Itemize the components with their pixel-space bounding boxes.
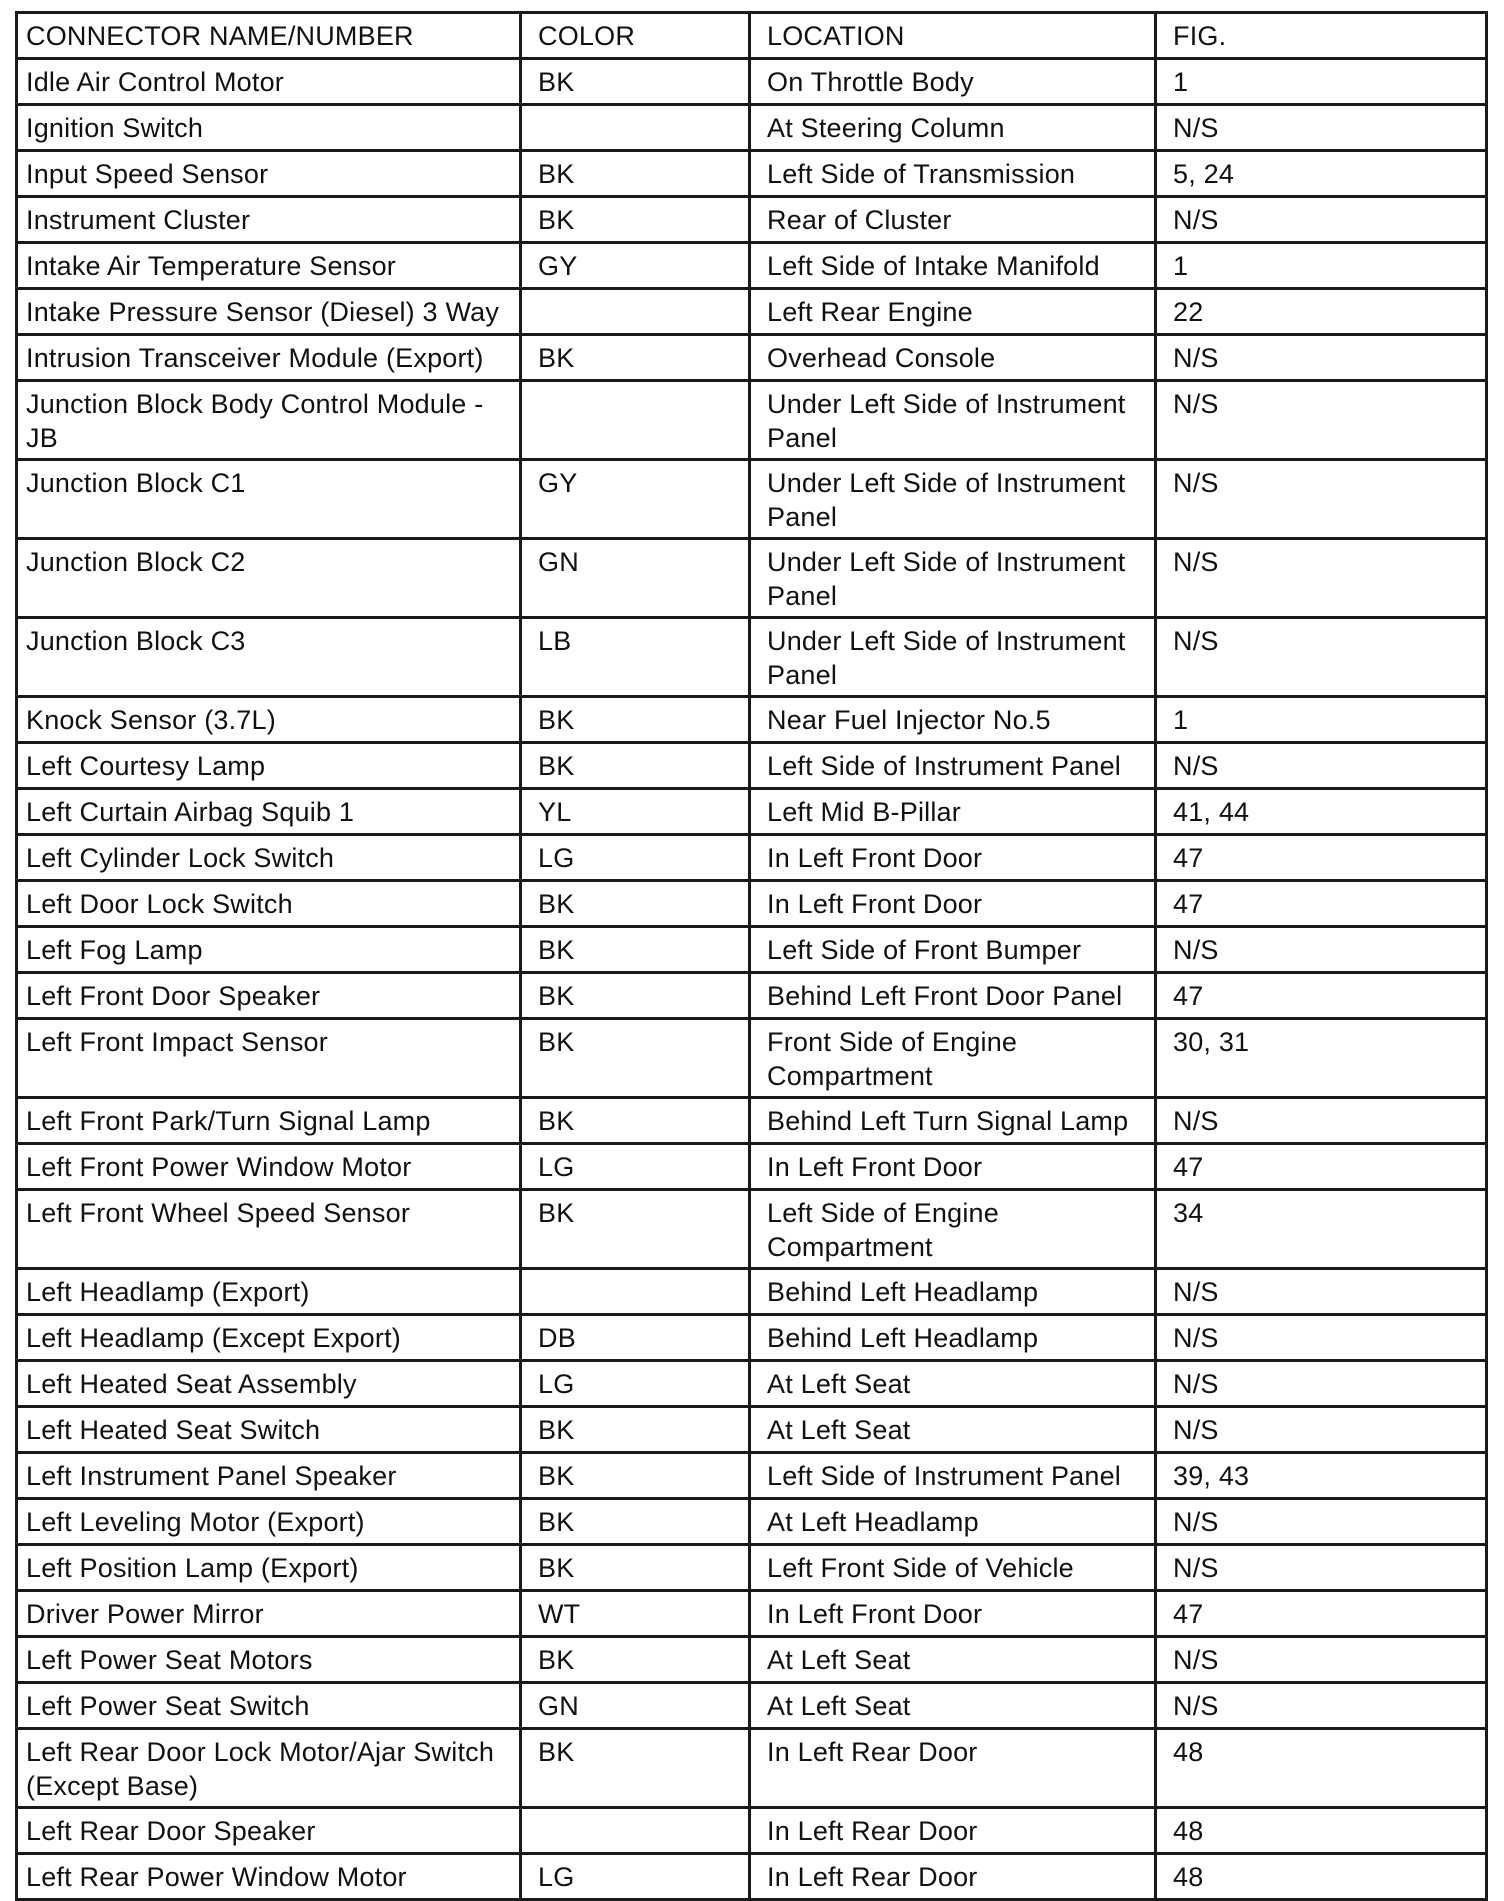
table-body (17, 59, 1487, 1900)
table-row (17, 1361, 1487, 1407)
cell-location: At Left Seat (750, 1361, 1156, 1407)
cell-location: In Left Rear Door (750, 1729, 1156, 1808)
cell-fig: 22 (1156, 289, 1487, 335)
cell-connector-name: Left Headlamp (Except Export) (17, 1315, 521, 1361)
cell-color: LB (521, 618, 750, 697)
cell-color: BK (521, 59, 750, 105)
cell-fig: N/S (1156, 539, 1487, 618)
cell-color: BK (521, 697, 750, 743)
cell-fig: 34 (1156, 1190, 1487, 1269)
cell-fig: N/S (1156, 927, 1487, 973)
cell-color: WT (521, 1591, 750, 1637)
cell-color: GN (521, 1683, 750, 1729)
cell-fig: N/S (1156, 1315, 1487, 1361)
cell-color: BK (521, 743, 750, 789)
cell-connector-name: Input Speed Sensor (17, 151, 521, 197)
cell-color: BK (521, 973, 750, 1019)
cell-location: Left Side of Front Bumper (750, 927, 1156, 973)
cell-color: LG (521, 1361, 750, 1407)
cell-color: BK (521, 881, 750, 927)
cell-location: At Left Headlamp (750, 1499, 1156, 1545)
cell-connector-name: Junction Block Body Control Module - JB (17, 381, 521, 460)
cell-fig: N/S (1156, 1098, 1487, 1144)
cell-connector-name: Left Front Wheel Speed Sensor (17, 1190, 521, 1269)
cell-connector-name: Left Curtain Airbag Squib 1 (17, 789, 521, 835)
cell-color: BK (521, 197, 750, 243)
cell-connector-name: Left Power Seat Motors (17, 1637, 521, 1683)
cell-color (521, 105, 750, 151)
cell-connector-name: Left Fog Lamp (17, 927, 521, 973)
cell-location: Left Side of Transmission (750, 151, 1156, 197)
table-row (17, 1315, 1487, 1361)
cell-location: Under Left Side of Instrument Panel (750, 618, 1156, 697)
cell-color: BK (521, 1637, 750, 1683)
cell-connector-name: Left Door Lock Switch (17, 881, 521, 927)
cell-color: LG (521, 1854, 750, 1900)
cell-location: Overhead Console (750, 335, 1156, 381)
cell-connector-name: Left Front Door Speaker (17, 973, 521, 1019)
cell-color: GY (521, 460, 750, 539)
cell-connector-name: Left Leveling Motor (Export) (17, 1499, 521, 1545)
cell-color: BK (521, 1019, 750, 1098)
cell-fig: N/S (1156, 1499, 1487, 1545)
table-row (17, 743, 1487, 789)
cell-color (521, 1269, 750, 1315)
cell-fig: 39, 43 (1156, 1453, 1487, 1499)
table-row (17, 1683, 1487, 1729)
cell-fig: N/S (1156, 618, 1487, 697)
table-row (17, 289, 1487, 335)
cell-connector-name: Knock Sensor (3.7L) (17, 697, 521, 743)
cell-fig: N/S (1156, 1407, 1487, 1453)
table-row (17, 697, 1487, 743)
cell-connector-name: Driver Power Mirror (17, 1591, 521, 1637)
cell-location: Behind Left Headlamp (750, 1315, 1156, 1361)
table-row (17, 1098, 1487, 1144)
cell-location: Under Left Side of Instrument Panel (750, 460, 1156, 539)
table-row (17, 197, 1487, 243)
cell-connector-name: Left Front Park/Turn Signal Lamp (17, 1098, 521, 1144)
cell-fig: N/S (1156, 335, 1487, 381)
cell-location: Under Left Side of Instrument Panel (750, 381, 1156, 460)
table-row (17, 1499, 1487, 1545)
cell-location: Left Rear Engine (750, 289, 1156, 335)
cell-connector-name: Intrusion Transceiver Module (Export) (17, 335, 521, 381)
cell-fig: N/S (1156, 197, 1487, 243)
cell-location: In Left Front Door (750, 835, 1156, 881)
cell-color (521, 381, 750, 460)
table-row (17, 335, 1487, 381)
cell-color: BK (521, 1729, 750, 1808)
table-row (17, 1453, 1487, 1499)
cell-color: BK (521, 335, 750, 381)
cell-connector-name: Left Power Seat Switch (17, 1683, 521, 1729)
cell-connector-name: Ignition Switch (17, 105, 521, 151)
cell-location: Near Fuel Injector No.5 (750, 697, 1156, 743)
table-row (17, 105, 1487, 151)
cell-location: At Left Seat (750, 1683, 1156, 1729)
cell-fig: 41, 44 (1156, 789, 1487, 835)
cell-color: YL (521, 789, 750, 835)
cell-color: BK (521, 927, 750, 973)
table-row (17, 243, 1487, 289)
cell-fig: 5, 24 (1156, 151, 1487, 197)
cell-color: GY (521, 243, 750, 289)
cell-location: Left Side of Intake Manifold (750, 243, 1156, 289)
cell-fig: N/S (1156, 1637, 1487, 1683)
cell-location: Left Side of Instrument Panel (750, 1453, 1156, 1499)
table-row (17, 1019, 1487, 1098)
cell-fig: N/S (1156, 1683, 1487, 1729)
cell-location: Under Left Side of Instrument Panel (750, 539, 1156, 618)
cell-fig: N/S (1156, 1269, 1487, 1315)
cell-location: At Left Seat (750, 1637, 1156, 1683)
table-row (17, 789, 1487, 835)
table-row (17, 1729, 1487, 1808)
cell-fig: 30, 31 (1156, 1019, 1487, 1098)
table-row (17, 1637, 1487, 1683)
cell-location: In Left Front Door (750, 1591, 1156, 1637)
cell-connector-name: Idle Air Control Motor (17, 59, 521, 105)
cell-connector-name: Left Rear Door Lock Motor/Ajar Switch (Except Base) (17, 1729, 521, 1808)
table-row (17, 1190, 1487, 1269)
cell-fig: 48 (1156, 1729, 1487, 1808)
header-row (17, 13, 1487, 59)
cell-location: Behind Left Headlamp (750, 1269, 1156, 1315)
cell-location: In Left Rear Door (750, 1854, 1156, 1900)
cell-color: DB (521, 1315, 750, 1361)
table-row (17, 1407, 1487, 1453)
cell-color: BK (521, 151, 750, 197)
cell-location: Behind Left Turn Signal Lamp (750, 1098, 1156, 1144)
cell-connector-name: Left Front Impact Sensor (17, 1019, 521, 1098)
cell-color (521, 289, 750, 335)
header-fig: FIG. (1156, 13, 1487, 59)
header-connector-name: CONNECTOR NAME/NUMBER (17, 13, 521, 59)
cell-color: BK (521, 1499, 750, 1545)
table-row (17, 151, 1487, 197)
cell-connector-name: Left Position Lamp (Export) (17, 1545, 521, 1591)
cell-fig: N/S (1156, 460, 1487, 539)
cell-color (521, 1808, 750, 1854)
table-row (17, 460, 1487, 539)
cell-fig: 47 (1156, 973, 1487, 1019)
cell-connector-name: Left Courtesy Lamp (17, 743, 521, 789)
table-row (17, 1854, 1487, 1900)
cell-connector-name: Left Rear Door Speaker (17, 1808, 521, 1854)
cell-location: At Steering Column (750, 105, 1156, 151)
cell-color: BK (521, 1453, 750, 1499)
table-row (17, 881, 1487, 927)
table-row (17, 1144, 1487, 1190)
cell-fig: 1 (1156, 59, 1487, 105)
table-row (17, 835, 1487, 881)
cell-connector-name: Instrument Cluster (17, 197, 521, 243)
cell-connector-name: Left Instrument Panel Speaker (17, 1453, 521, 1499)
cell-color: BK (521, 1545, 750, 1591)
cell-location: On Throttle Body (750, 59, 1156, 105)
cell-color: LG (521, 1144, 750, 1190)
cell-connector-name: Left Headlamp (Export) (17, 1269, 521, 1315)
cell-connector-name: Left Rear Power Window Motor (17, 1854, 521, 1900)
cell-fig: 47 (1156, 1144, 1487, 1190)
cell-connector-name: Left Front Power Window Motor (17, 1144, 521, 1190)
cell-color: BK (521, 1407, 750, 1453)
cell-fig: N/S (1156, 381, 1487, 460)
cell-fig: N/S (1156, 1545, 1487, 1591)
cell-fig: 47 (1156, 881, 1487, 927)
cell-connector-name: Junction Block C2 (17, 539, 521, 618)
cell-location: Left Front Side of Vehicle (750, 1545, 1156, 1591)
cell-location: In Left Front Door (750, 881, 1156, 927)
connector-location-table (15, 11, 1488, 1901)
cell-fig: 47 (1156, 835, 1487, 881)
cell-fig: 48 (1156, 1808, 1487, 1854)
table-row (17, 927, 1487, 973)
cell-fig: 47 (1156, 1591, 1487, 1637)
cell-connector-name: Junction Block C1 (17, 460, 521, 539)
cell-location: In Left Front Door (750, 1144, 1156, 1190)
cell-color: BK (521, 1190, 750, 1269)
cell-location: Front Side of Engine Compartment (750, 1019, 1156, 1098)
table-row (17, 1591, 1487, 1637)
table-row (17, 618, 1487, 697)
cell-fig: 1 (1156, 697, 1487, 743)
cell-connector-name: Left Cylinder Lock Switch (17, 835, 521, 881)
table-row (17, 1269, 1487, 1315)
cell-location: Behind Left Front Door Panel (750, 973, 1156, 1019)
table-row (17, 973, 1487, 1019)
cell-location: At Left Seat (750, 1407, 1156, 1453)
cell-fig: N/S (1156, 1361, 1487, 1407)
cell-color: LG (521, 835, 750, 881)
table-row (17, 381, 1487, 460)
cell-location: Left Mid B-Pillar (750, 789, 1156, 835)
cell-color: GN (521, 539, 750, 618)
cell-color: BK (521, 1098, 750, 1144)
cell-fig: 1 (1156, 243, 1487, 289)
table-row (17, 59, 1487, 105)
cell-location: In Left Rear Door (750, 1808, 1156, 1854)
cell-connector-name: Left Heated Seat Switch (17, 1407, 521, 1453)
cell-location: Left Side of Engine Compartment (750, 1190, 1156, 1269)
cell-connector-name: Intake Pressure Sensor (Diesel) 3 Way (17, 289, 521, 335)
cell-location: Rear of Cluster (750, 197, 1156, 243)
header-color: COLOR (521, 13, 750, 59)
table-row (17, 539, 1487, 618)
cell-connector-name: Intake Air Temperature Sensor (17, 243, 521, 289)
header-location: LOCATION (750, 13, 1156, 59)
table-row (17, 1545, 1487, 1591)
cell-fig: 48 (1156, 1854, 1487, 1900)
cell-fig: N/S (1156, 105, 1487, 151)
cell-location: Left Side of Instrument Panel (750, 743, 1156, 789)
cell-connector-name: Junction Block C3 (17, 618, 521, 697)
cell-fig: N/S (1156, 743, 1487, 789)
cell-connector-name: Left Heated Seat Assembly (17, 1361, 521, 1407)
table-row (17, 1808, 1487, 1854)
